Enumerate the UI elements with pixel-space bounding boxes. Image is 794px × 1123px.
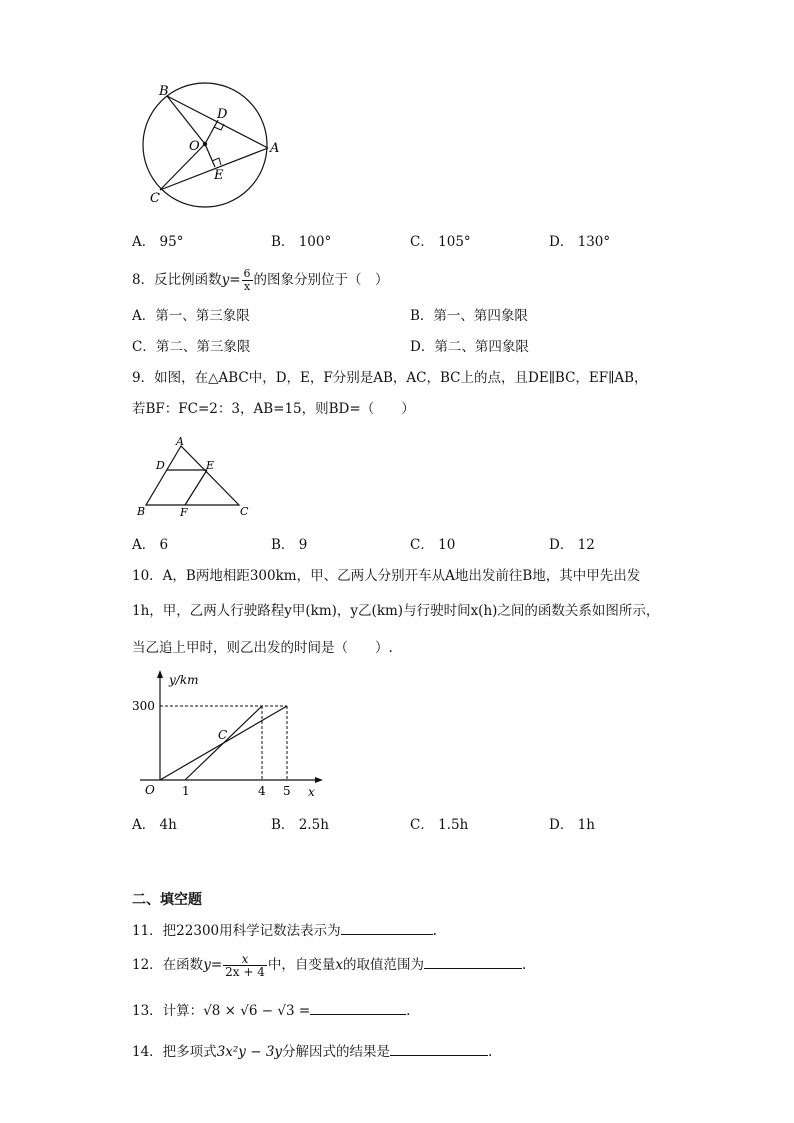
q14-stem: 14．把多项式3x²y − 3y分解因式的结果是 .: [132, 1041, 492, 1061]
q12-fraction: $\frac{x}{2x + 4}$: [225, 952, 265, 979]
q12-answer-blank[interactable]: [424, 954, 522, 969]
q9-stem-line1: 9．如图，在△ABC中，D，E，F分别是AB，AC，BC上的点，且DE∥BC，EF∥AB，: [132, 370, 648, 386]
q9-option-c[interactable]: C． 10: [410, 537, 456, 553]
q12-stem: 12．在函数y= $\frac{x}{2x + 4}$ 中，自变量x的取值范围为 .: [132, 952, 527, 979]
line-yi: [185, 706, 262, 780]
q9-option-d[interactable]: D． 12: [549, 537, 595, 553]
segment-OE: [205, 144, 215, 167]
q9-stem-line2: 若BF：FC=2：3，AB=15，则BD=（ ）: [132, 401, 415, 417]
triangle-ABC: [146, 446, 239, 505]
q10-option-d[interactable]: D． 1h: [549, 817, 595, 833]
q7-option-c[interactable]: C． 105°: [410, 234, 471, 250]
label-C: C: [240, 505, 249, 518]
label-A: A: [176, 435, 184, 448]
q10-stem-line2: 1h，甲，乙两人行驶路程y甲(km)，y乙(km)与行驶时间x(h)之间的函数关系如图所示，: [132, 603, 660, 619]
q10-option-a[interactable]: A． 4h: [132, 817, 177, 833]
center-point-O: [203, 142, 207, 146]
segment-OD: [205, 120, 218, 144]
q8-option-d[interactable]: D．第二、第四象限: [410, 339, 529, 355]
y-axis-arrow: [157, 670, 163, 678]
origin-label: O: [145, 783, 155, 797]
label-E: E: [214, 168, 224, 183]
x-axis-label: x: [308, 785, 315, 799]
q7-circle-figure: [138, 78, 288, 213]
point-C-label: C: [218, 728, 228, 742]
label-B: B: [137, 505, 146, 518]
x-tick-1: 1: [182, 784, 190, 798]
q13-answer-blank[interactable]: [310, 1000, 406, 1015]
q10-option-c[interactable]: C． 1.5h: [410, 817, 469, 833]
q7-option-a[interactable]: A． 95°: [132, 234, 184, 250]
label-D: D: [156, 459, 165, 472]
label-C: C: [150, 191, 160, 206]
q11-stem: 11．把22300用科学记数法表示为 .: [132, 920, 437, 940]
q7-option-d[interactable]: D． 130°: [549, 234, 611, 250]
q9-option-a[interactable]: A． 6: [132, 537, 169, 553]
label-F: F: [180, 506, 188, 519]
q10-option-b[interactable]: B． 2.5h: [271, 817, 329, 833]
label-O: O: [189, 139, 200, 154]
label-E: E: [206, 459, 215, 472]
label-D: D: [217, 107, 228, 122]
label-A: A: [270, 141, 280, 156]
x-tick-5: 5: [283, 784, 291, 798]
q9-triangle-figure: [132, 434, 257, 520]
q8-option-b[interactable]: B．第一、第四象限: [410, 308, 528, 324]
q10-distance-time-graph: [125, 666, 335, 806]
x-axis-arrow: [315, 777, 323, 783]
q10-stem-line3: 当乙追上甲时，则乙出发的时间是（ ）.: [132, 640, 393, 656]
q8-option-a[interactable]: A．第一、第三象限: [132, 308, 250, 324]
q7-option-b[interactable]: B． 100°: [271, 234, 332, 250]
label-B: B: [159, 84, 169, 99]
y-axis-label: y/km: [169, 673, 199, 687]
segment-OB: [167, 96, 205, 144]
q8-option-c[interactable]: C．第二、第三象限: [132, 339, 251, 355]
q9-option-b[interactable]: B． 9: [271, 537, 308, 553]
q14-answer-blank[interactable]: [390, 1041, 488, 1056]
q13-stem: 13．计算：√8 × √6 − √3 = .: [132, 1000, 410, 1020]
section-title-fill-in: 二、填空题: [132, 892, 202, 908]
y-tick-300: 300: [132, 699, 155, 713]
q8-fraction: $\frac{6}{x}$: [243, 267, 251, 293]
q8-stem: 8．反比例函数y= $\frac{6}{x}$ 的图象分别位于（ ）: [132, 267, 389, 293]
q10-stem-line1: 10．A，B两地相距300km，甲、乙两人分别开车从A地出发前往B地，其中甲先出发: [132, 568, 641, 584]
q11-answer-blank[interactable]: [341, 920, 433, 935]
segment-EF: [185, 470, 207, 505]
x-tick-4: 4: [258, 784, 266, 798]
